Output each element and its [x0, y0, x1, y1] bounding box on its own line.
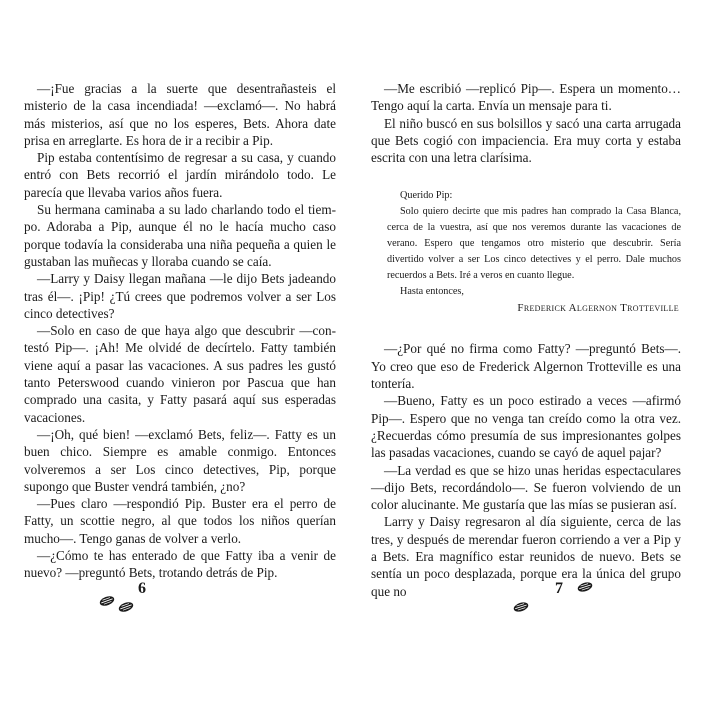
paragraph: —Me escribió —replicó Pip—. Espera un momento… Tengo aquí la carta. Envía un mensaje para ti. — [371, 81, 681, 114]
paragraph: —La verdad es que se hizo unas heridas espectaculares —dijo Bets, recordándolo—. Se fueron volviendo de un color alucinante. Me gustaría que las mías se pusieran así. — [371, 462, 681, 513]
page-number: 7 — [555, 580, 563, 597]
right-page-text — [371, 80, 681, 600]
footprints-icon — [573, 574, 615, 600]
letter-body: Solo quiero decirte que mis padres han comprado la Casa Blanca, cerca de la vuestra, así que nos veremos durante las vacaciones de verano. Espero que tengamos otro misterio que descubrir. Sería divertido volver a ser Los cinco detectives y el perro. Dale muchos recuerdos a Bets. Iré a veros en cuanto llegue. — [387, 206, 681, 282]
paragraph: —Bueno, Fatty es un poco estirado a veces —afirmó Pip—. Espero que no venga tan creído como la otra vez. ¿Recuerdas cómo presumía de sus impresionantes golpes las pasadas vacaciones, cuando se cayó de aquel pajar? — [371, 393, 681, 461]
right-page-footer — [511, 570, 631, 620]
page-number: 6 — [138, 580, 146, 597]
footprints-icon — [511, 592, 553, 618]
paragraph: —¿Cómo te has enterado de que Fatty iba a venir de nuevo? —preguntó Bets, trotando detrás de Pip. — [24, 548, 336, 581]
paragraph: —Larry y Daisy llegan mañana —le dijo Bets jadeando tras él—. ¡Pip! ¿Tú crees que podremos volver a ser Los cinco detectives? — [24, 271, 336, 321]
left-page-footer — [88, 570, 208, 620]
footprints-icon — [96, 588, 138, 614]
paragraph: Su hermana caminaba a su lado charlando todo el tiempo. Adoraba a Pip, aunque él no le hacía mucho caso porque todavía la consideraba una niña pequeña a quien le gustaban las muñecas y lloraba cuando se caía. — [24, 202, 336, 269]
letter-signature: Frederick Algernon Trotteville — [517, 302, 679, 315]
left-page-text — [24, 80, 336, 582]
paragraph: —Pues claro —respondió Pip. Buster era el perro de Fatty, un scottie negro, al que todos los niños querían mucho—. Tengo ganas de volver a verlo. — [24, 496, 336, 546]
paragraph: —¿Por qué no firma como Fatty? —preguntó Bets—. Yo creo que eso de Frederick Algernon Trotteville es una tontería. — [371, 341, 681, 392]
letter — [371, 188, 681, 316]
paragraph: Larry y Daisy regresaron al día siguiente, cerca de las tres, y después de merendar fueron corriendo a ver a Pip y a Bets. Era magnífico estar reunidos de nuevo. Bets se sentía un poco desplazada, porque era la única del grupo que no — [371, 514, 681, 599]
paragraph: —¡Oh, qué bien! —exclamó Bets, feliz—. Fatty es un buen chico. Siempre es amable conmigo. Entonces volveremos a ser Los cinco detectives, Pip, porque supongo que Buster vendrá también, ¿no? — [24, 426, 336, 494]
paragraph: —¡Fue gracias a la suerte que desentrañasteis el misterio de la casa incendiada! —exclamó—. No habrá más misterios, así que no los esperes, Bets. Ahora date prisa en arreglarte. Es hora de ir a recibir a Pip. — [24, 81, 336, 148]
right-page — [351, 0, 702, 702]
letter-salutation: Querido Pip: — [400, 190, 453, 202]
paragraph: Pip estaba contentísimo de regresar a su casa, y cuando entró con Bets recorrió el jardín mirándolo todo. Le parecía que llevaba varios años fuera. — [24, 150, 336, 200]
paragraph: El niño buscó en sus bolsillos y sacó una carta arrugada que Bets cogió con impaciencia. Era muy corta y estaba escrita con una letra clarísima. — [371, 115, 681, 166]
letter-closing: Hasta entonces, — [400, 286, 464, 298]
paragraph: —Solo en caso de que haya algo que descubrir —contestó Pip—. ¡Ah! Me olvidé de decírtelo. Fatty también viene aquí a pasar las vacaciones. A sus padres les gustó tanto Peterswood cuando vinieron por Pascua que han comprado una casita, y Fatty pasará aquí sus esperadas vacaciones. — [24, 323, 336, 425]
